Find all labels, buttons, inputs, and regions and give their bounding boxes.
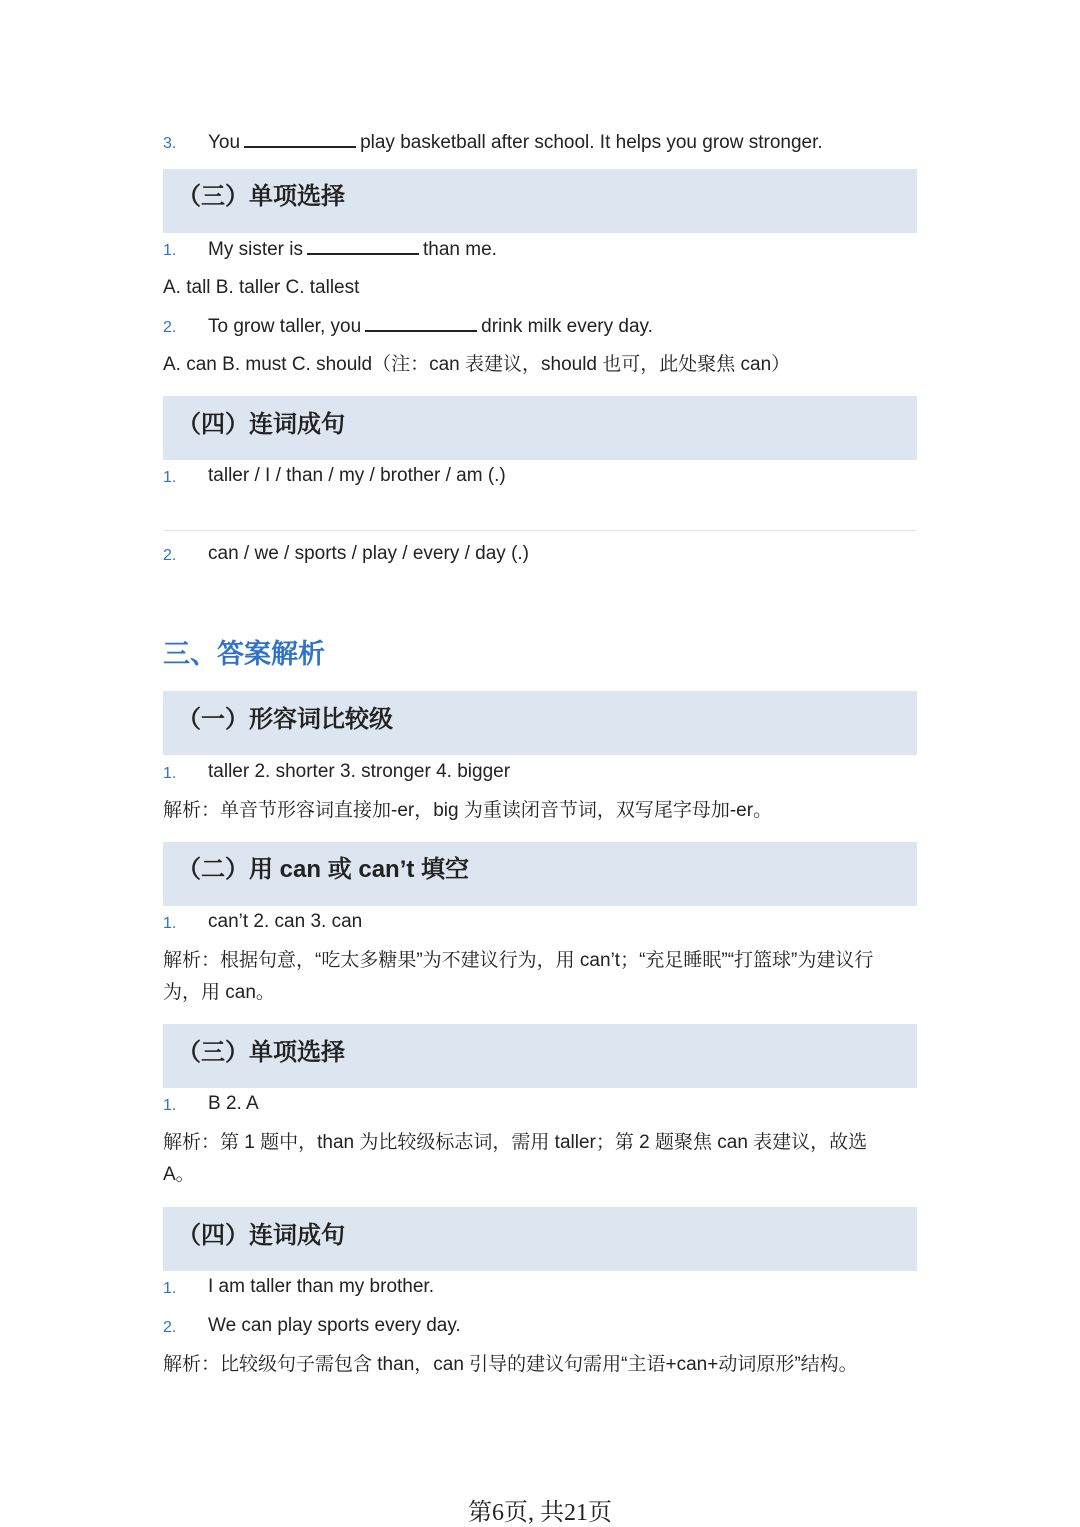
question-prefix: You — [208, 132, 241, 153]
question-suffix: play basketball after school. It helps you grow stronger. — [360, 132, 823, 153]
explanation-continued: 为，用 can。 — [163, 982, 275, 1003]
question-prefix: To grow taller, you — [208, 316, 362, 337]
explanation: 解析：第 1 题中，than 为比较级标志词，需用 taller；第 2 题聚焦 can 表建议，故选 — [163, 1132, 868, 1153]
answer-blank — [244, 130, 356, 148]
question-prefix: My sister is — [208, 239, 303, 260]
section-header: （三）单项选择 — [177, 1039, 345, 1066]
question-text — [208, 314, 653, 339]
explanation: 解析：单音节形容词直接加-er，big 为重读闭音节词，双写尾字母加-er。 — [163, 800, 773, 821]
question-text — [208, 130, 823, 155]
section-header: （四）连词成句 — [177, 1222, 345, 1249]
question-text — [208, 237, 497, 262]
answer-text: taller 2. shorter 3. stronger 4. bigger — [208, 761, 511, 782]
answer-options: A. tall B. taller C. tallest — [163, 277, 360, 298]
answer-text: can’t 2. can 3. can — [208, 911, 363, 932]
answer-number: 2. — [163, 1319, 177, 1336]
page-footer: 第6页, 共21页 — [468, 1500, 612, 1526]
explanation: 解析：根据句意，“吃太多糖果”为不建议行为，用 can’t；“充足睡眠”“打篮球”为建议行 — [163, 950, 874, 971]
section-header: （四）连词成句 — [177, 411, 345, 438]
answer-text: I am taller than my brother. — [208, 1276, 434, 1297]
question-number: 1. — [163, 469, 177, 486]
question-text: taller / I / than / my / brother / am (.) — [208, 465, 506, 486]
answer-number: 1. — [163, 765, 177, 782]
answer-number: 1. — [163, 915, 177, 932]
section-header: （一）形容词比较级 — [177, 706, 393, 733]
question-suffix: than me. — [423, 239, 497, 260]
question-number: 2. — [163, 319, 177, 336]
question-number: 1. — [163, 242, 177, 259]
section-header: （三）单项选择 — [177, 183, 345, 210]
answer-number: 1. — [163, 1280, 177, 1297]
answer-blank — [307, 237, 419, 255]
question-suffix: drink milk every day. — [481, 316, 653, 337]
answer-line — [163, 530, 917, 531]
answer-blank — [365, 314, 477, 332]
section-header: （二）用 can 或 can’t 填空 — [177, 856, 470, 883]
answer-text: We can play sports every day. — [208, 1315, 461, 1336]
answer-options: A. can B. must C. should（注：can 表建议，should 也可，此处聚焦 can） — [163, 354, 791, 375]
explanation-continued: A。 — [163, 1164, 195, 1185]
answer-number: 1. — [163, 1097, 177, 1114]
answer-text: B 2. A — [208, 1093, 259, 1114]
explanation: 解析：比较级句子需包含 than，can 引导的建议句需用“主语+can+动词原形”结构。 — [163, 1354, 858, 1375]
question-number: 2. — [163, 547, 177, 564]
question-text: can / we / sports / play / every / day (.) — [208, 543, 530, 564]
section-title: 三、答案解析 — [163, 639, 325, 669]
question-number: 3. — [163, 135, 177, 152]
